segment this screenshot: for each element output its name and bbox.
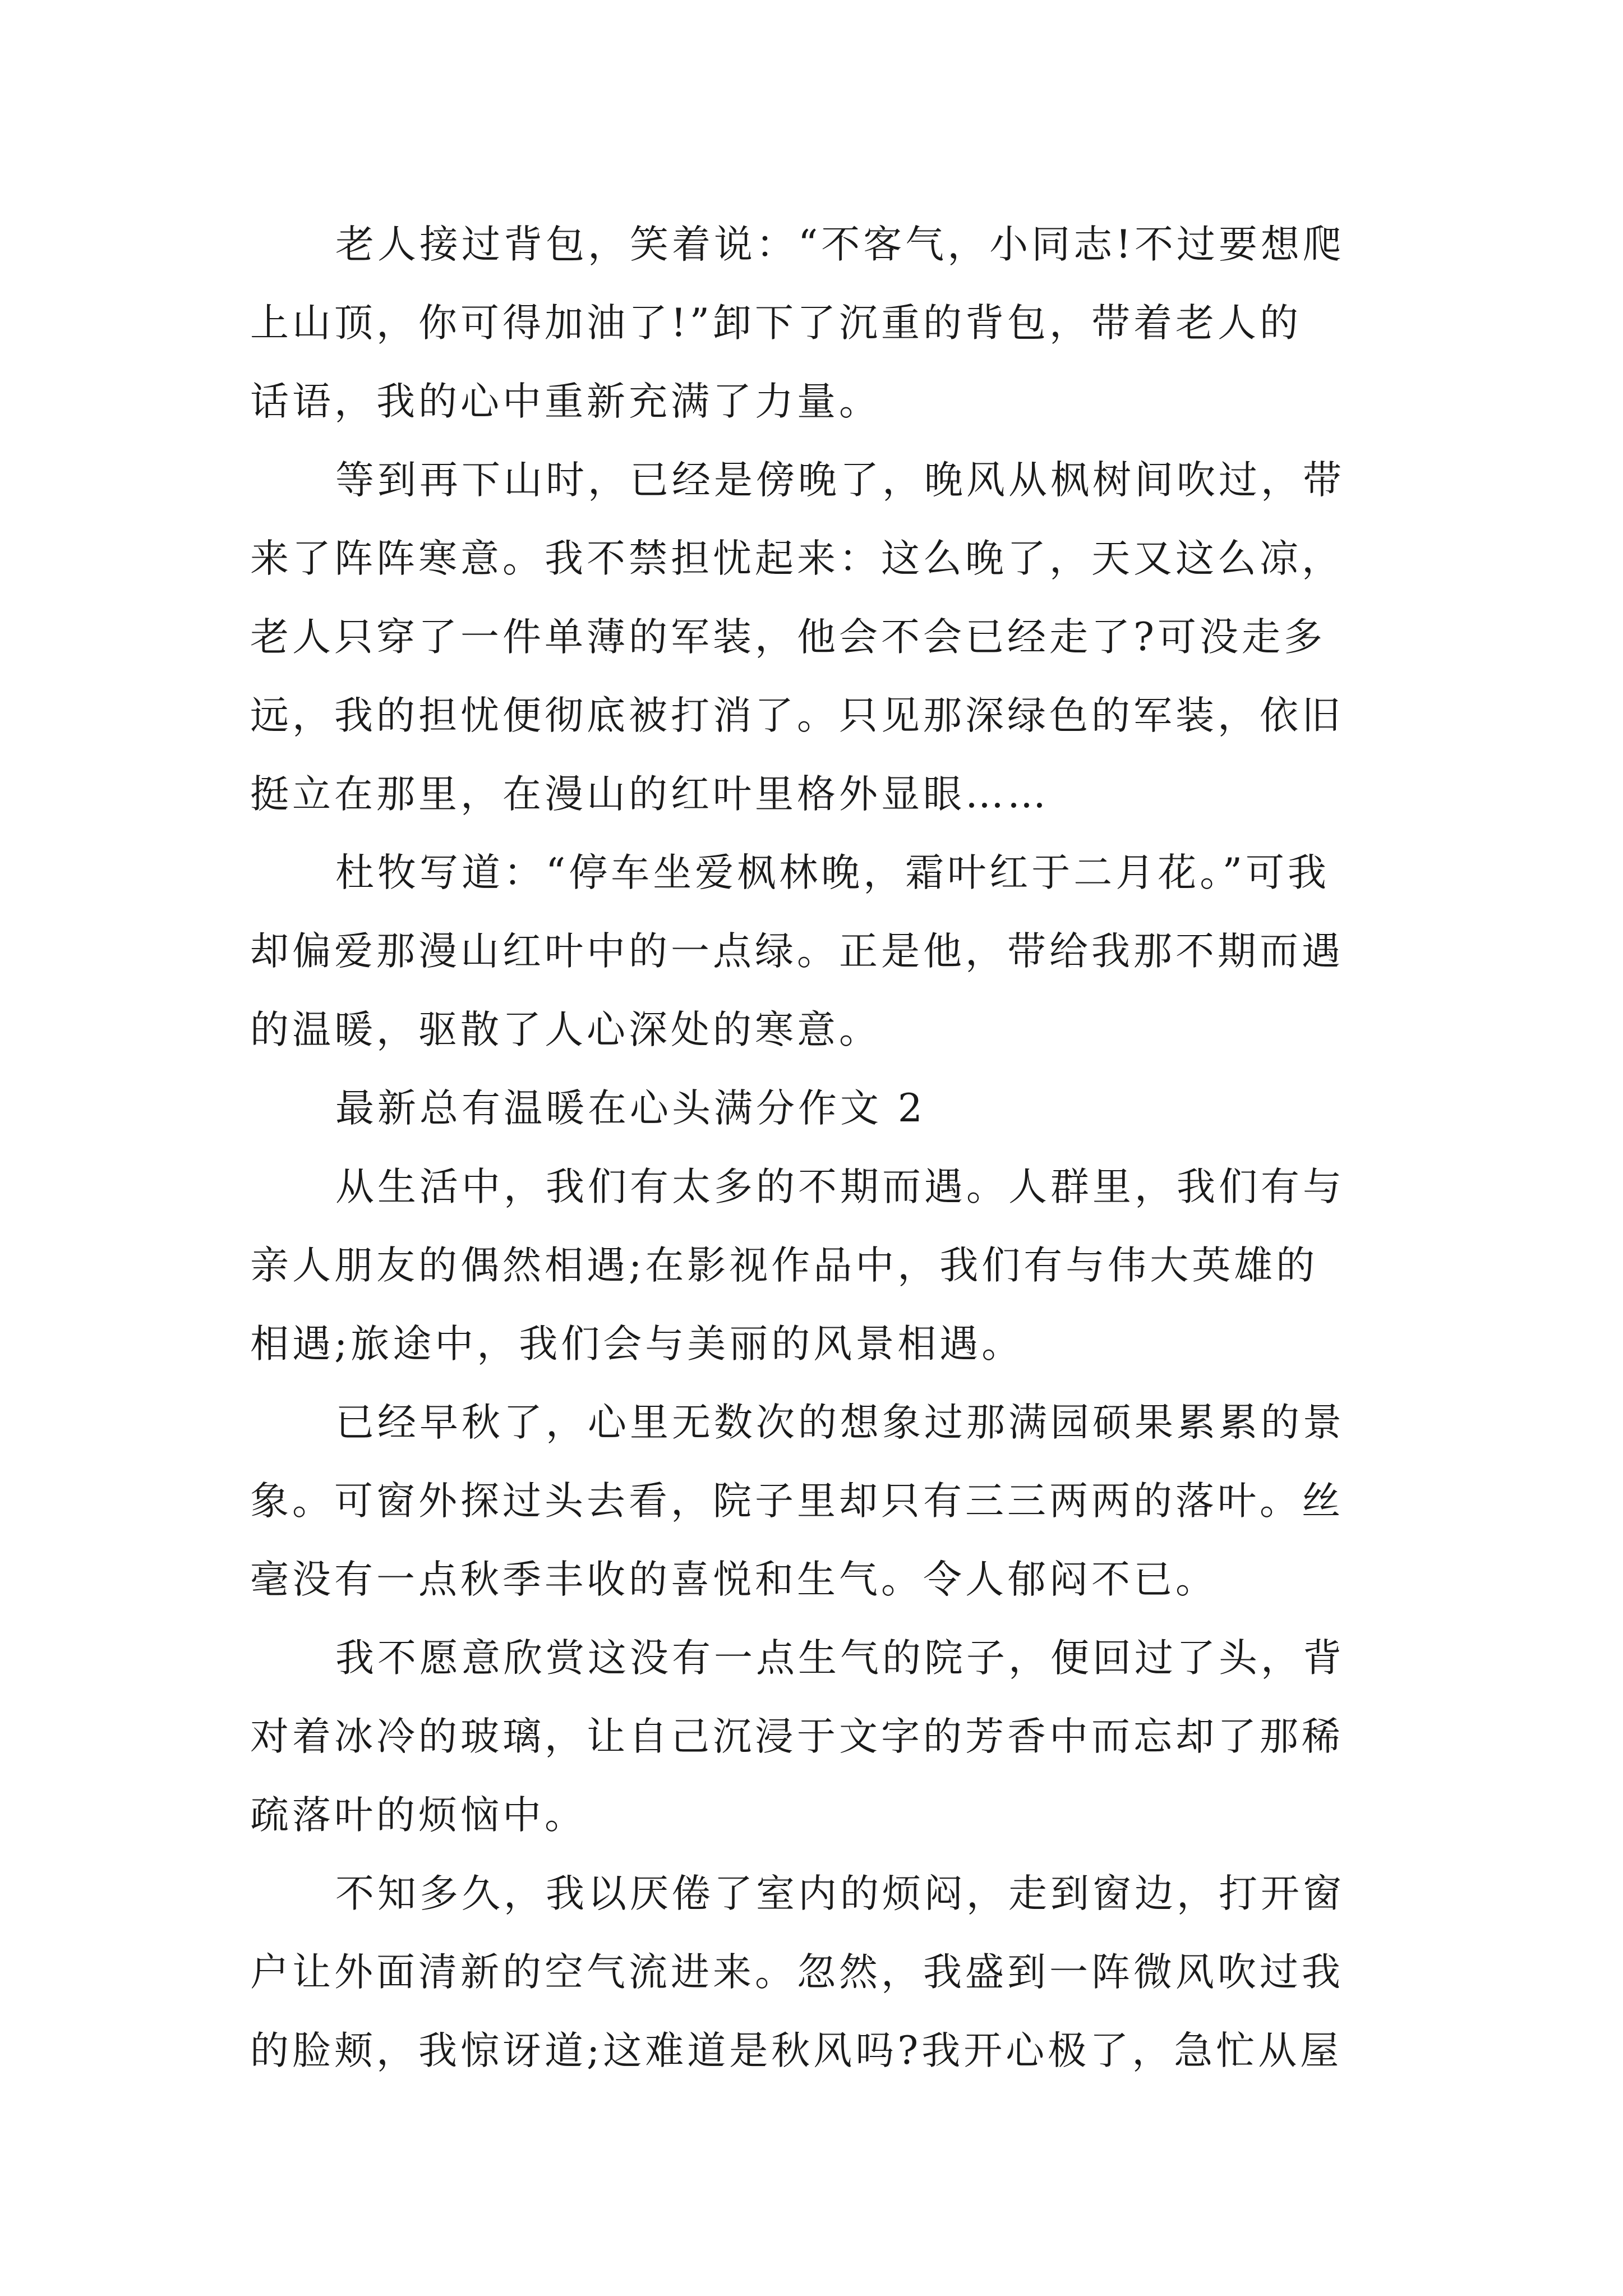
text-line: 的温暖，驱散了人心深处的寒意。 — [250, 1007, 881, 1052]
text-line: 亲人朋友的偶然相遇;在影视作品中，我们有与伟大英雄的 — [250, 1243, 1318, 1288]
text-line: 挺立在那里，在漫山的红叶里格外显眼…… — [250, 772, 1049, 817]
text-line: 不知多久，我以厌倦了室内的烦闷，走到窗边，打开窗 — [335, 1871, 1345, 1916]
text-line: 象。可窗外探过头去看，院子里却只有三三两两的落叶。丝 — [250, 1479, 1344, 1524]
paragraph-5 — [250, 1148, 1394, 1383]
paragraph-6 — [250, 1383, 1394, 1619]
text-line: 从生活中，我们有太多的不期而遇。人群里，我们有与 — [335, 1165, 1345, 1209]
document-body — [250, 205, 1394, 2090]
text-line: 上山顶，你可得加油了!”卸下了沉重的背包，带着老人的 — [250, 301, 1302, 346]
text-line: 的脸颊，我惊讶道;这难道是秋风吗?我开心极了，急忙从屋 — [250, 2028, 1343, 2073]
text-line: 老人接过背包，笑着说：“不客气，小同志!不过要想爬 — [335, 222, 1345, 267]
text-line: 却偏爱那漫山红叶中的一点绿。正是他，带给我那不期而遇 — [250, 929, 1344, 974]
paragraph-7 — [250, 1619, 1394, 1855]
text-line: 我不愿意欣赏这没有一点生气的院子，便回过了头，背 — [335, 1636, 1345, 1681]
text-line: 远，我的担忧便彻底被打消了。只见那深绿色的军装，依旧 — [250, 693, 1344, 738]
text-line: 疏落叶的烦恼中。 — [250, 1793, 587, 1838]
text-line: 来了阵阵寒意。我不禁担忧起来：这么晚了，天又这么凉， — [250, 536, 1344, 581]
text-line: 毫没有一点秋季丰收的喜悦和生气。令人郁闷不已。 — [250, 1557, 1218, 1602]
text-line: 相遇;旅途中，我们会与美丽的风景相遇。 — [250, 1322, 1024, 1366]
paragraph-8 — [250, 1855, 1394, 2090]
text-line: 杜牧写道：“停车坐爱枫林晚，霜叶红于二月花。”可我 — [335, 850, 1330, 895]
paragraph-3 — [250, 834, 1394, 1069]
text-line: 等到再下山时，已经是傍晚了，晚风从枫树间吹过，带 — [335, 458, 1345, 503]
text-line: 老人只穿了一件单薄的军装，他会不会已经走了?可没走多 — [250, 615, 1326, 660]
paragraph-1 — [250, 205, 1394, 441]
text-line: 已经早秋了，心里无数次的想象过那满园硕果累累的景 — [335, 1400, 1345, 1445]
heading-text: 最新总有温暖在心头满分作文 2 — [335, 1086, 926, 1131]
text-line: 户让外面清新的空气流进来。忽然，我盛到一阵微风吹过我 — [250, 1950, 1344, 1995]
section-heading — [250, 1069, 1394, 1148]
text-line: 对着冰冷的玻璃，让自己沉浸于文字的芳香中而忘却了那稀 — [250, 1714, 1344, 1759]
text-line: 话语，我的心中重新充满了力量。 — [250, 379, 881, 424]
paragraph-2 — [250, 441, 1394, 834]
